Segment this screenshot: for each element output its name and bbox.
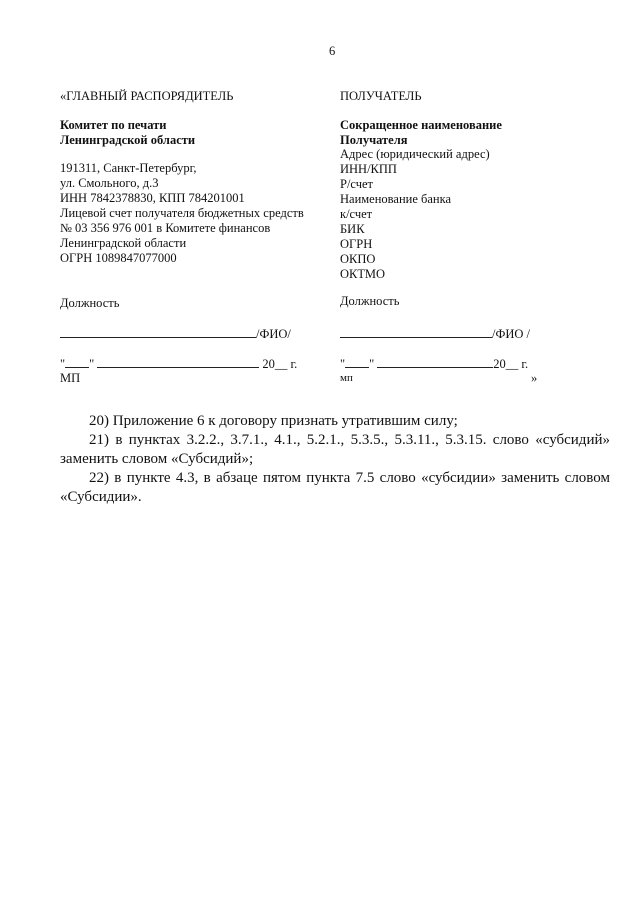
right-mp-label: мп [340, 372, 353, 384]
left-date-row [60, 355, 297, 372]
left-mp-label: МП [60, 371, 81, 385]
right-date-quote-close: " [369, 357, 375, 371]
left-heading: «ГЛАВНЫЙ РАСПОРЯДИТЕЛЬ [60, 89, 234, 103]
paragraph: 21) в пунктах 3.2.2., 3.7.1., 4.1., 5.2.1., 5.3.5., 5.3.11., 5.3.15. слово «субсидий» заменить словом «Субсидий»; [60, 432, 610, 467]
left-detail-line: Лицевой счет получателя бюджетных средств [60, 206, 304, 220]
left-detail-line: № 03 356 976 001 в Комитете финансов [60, 221, 271, 235]
left-org-name [60, 118, 195, 148]
right-fio-label: /ФИО / [492, 327, 531, 341]
right-org-name [340, 118, 502, 148]
right-date-day-line [345, 355, 369, 368]
right-signature-row [340, 325, 530, 342]
right-detail-line: БИК [340, 222, 365, 236]
left-org-line: Комитет по печати [60, 118, 167, 132]
right-detail-line: ОГРН [340, 237, 373, 251]
right-detail-line: ОКТМО [340, 267, 385, 281]
paragraph: 20) Приложение 6 к договору признать утратившим силу; [89, 413, 458, 429]
paragraph: 22) в пункте 4.3, в абзаце пятом пункта 7.5 слово «субсидии» заменить словом «Субсидии». [60, 470, 610, 505]
left-org-line: Ленинградской области [60, 133, 196, 147]
left-date-quote-open: " [60, 357, 66, 371]
page-number: 6 [329, 44, 336, 58]
right-date-row [340, 355, 528, 372]
right-position-label: Должность [340, 294, 400, 308]
left-signature-row [60, 325, 291, 342]
left-detail-line: Ленинградской области [60, 236, 187, 250]
right-date-month-line [377, 355, 493, 368]
left-date-day-line [65, 355, 89, 368]
left-fio-label: /ФИО/ [256, 327, 291, 341]
left-date-quote-close: " [89, 357, 95, 371]
right-detail-line: Наименование банка [340, 192, 452, 206]
left-detail-line: ОГРН 1089847077000 [60, 251, 177, 265]
left-details [60, 161, 304, 266]
left-position-label: Должность [60, 296, 120, 310]
right-org-line: Получателя [340, 133, 408, 147]
right-year-label: 20__ г. [493, 357, 529, 371]
right-signature-line [340, 325, 492, 338]
amendment-text [60, 412, 610, 507]
right-closing-quote: » [531, 371, 538, 385]
right-detail-line: ОКПО [340, 252, 376, 266]
right-heading: ПОЛУЧАТЕЛЬ [340, 89, 422, 103]
right-detail-line: к/счет [340, 207, 373, 221]
left-detail-line: 191311, Санкт-Петербург, [60, 161, 197, 175]
right-detail-line: ИНН/КПП [340, 162, 397, 176]
right-org-line: Сокращенное наименование [340, 118, 502, 132]
right-detail-line: Р/счет [340, 177, 374, 191]
right-detail-line: Адрес (юридический адрес) [340, 147, 490, 161]
left-detail-line: ул. Смольного, д.3 [60, 176, 159, 190]
left-signature-line [60, 325, 256, 338]
left-detail-line: ИНН 7842378830, КПП 784201001 [60, 191, 245, 205]
left-year-label: 20__ г. [262, 357, 298, 371]
right-date-quote-open: " [340, 357, 346, 371]
right-details [340, 147, 490, 282]
left-date-month-line [97, 355, 259, 368]
